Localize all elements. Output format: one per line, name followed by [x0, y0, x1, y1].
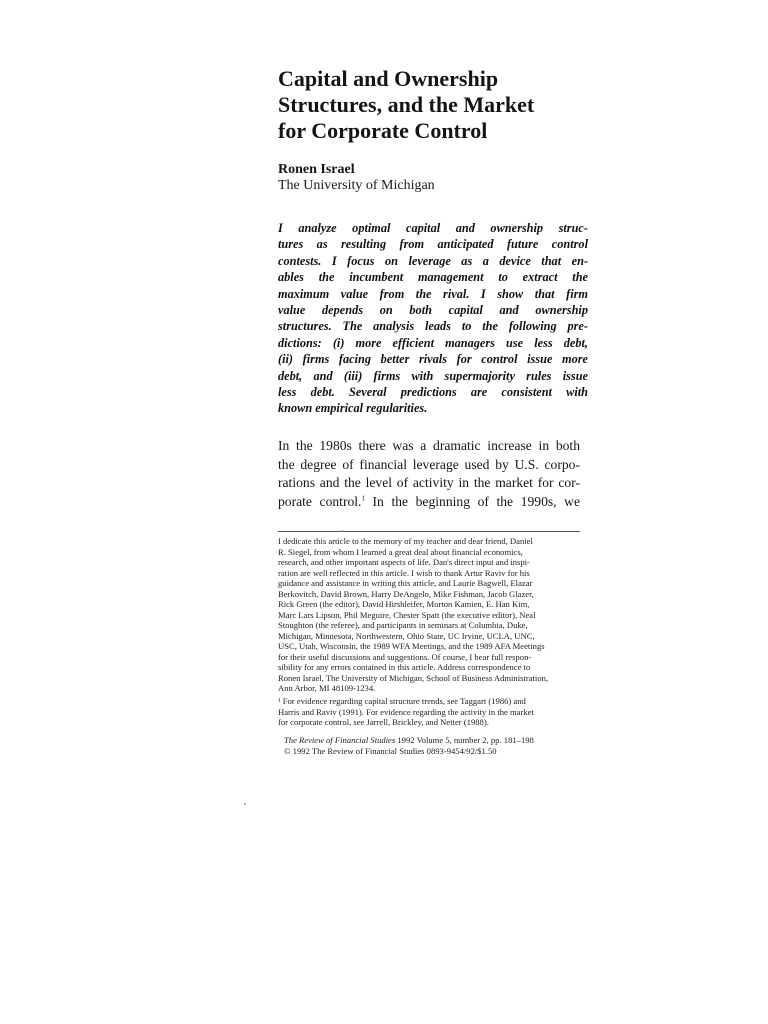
author-affiliation: The University of Michigan [278, 178, 435, 193]
citation-line [284, 735, 534, 746]
footnote-divider [278, 531, 580, 532]
footnote-line: Stoughton (the referee), and participants in seminars at Columbia, Duke, [278, 620, 528, 630]
body-line: the degree of financial leverage used by U.S. corpo- [278, 456, 580, 472]
body-paragraph [278, 437, 580, 511]
footnote-line: for corporate control, see Jarrell, Brickley, and Netter (1988). [278, 717, 489, 727]
footnote-line: Rick Green (the editor), David Hirshleifer, Morton Kamien, E. Han Kim, [278, 599, 530, 609]
footnote-line: sibility for any errors contained in this article. Address correspondence to [278, 662, 531, 672]
abstract-line: ables the incumbent management to extract the [278, 270, 588, 285]
footnote-line: Marc Lars Lipson, Phil Meguire, Chester Spatt (the executive editor), Neal [278, 609, 536, 620]
footnote-line: R. Siegel, from whom I learned a great deal about financial economics, [278, 546, 523, 557]
abstract-line: less debt. Several predictions are consistent with [278, 385, 588, 400]
scan-speck [244, 803, 246, 805]
body-line-last [278, 493, 580, 512]
body-line-head: porate control. [278, 493, 362, 509]
footnote-dedication [278, 536, 583, 694]
body-line: rations and the level of activity in the market for cor- [278, 475, 580, 490]
footnote-line: ration are well reflected in this article. I wish to thank Artur Raviv for his [278, 567, 530, 578]
abstract-line: dictions: (i) more efficient managers use less debt, [278, 335, 588, 350]
copyright-line: © 1992 The Review of Financial Studies 0893-9454/92/$1.50 [284, 746, 497, 756]
abstract-line: structures. The analysis leads to the following pre- [278, 319, 588, 334]
abstract-line: debt, and (iii) firms with supermajority rules issue [278, 368, 588, 383]
footnote-line: I dedicate this article to the memory of my teacher and dear friend, Daniel [278, 536, 533, 546]
footnote-1 [278, 696, 583, 728]
abstract-line: value depends on both capital and ownership [278, 303, 588, 318]
abstract-line: maximum value from the rival. I show that firm [278, 286, 588, 301]
journal-name: The Review of Financial Studies [284, 735, 396, 745]
title-line: Structures, and the Market [278, 92, 535, 117]
body-line: In the 1980s there was a dramatic increase in both [278, 438, 580, 453]
journal-citation [284, 735, 534, 757]
footnote-line: research, and other important aspects of life. Dan's direct input and inspi- [278, 557, 530, 567]
footnote-line: guidance and assistance in writing this article, and Laurie Bagwell, Elazar [278, 578, 533, 588]
article-title [278, 66, 608, 144]
abstract-line: contests. I focus on leverage as a device that en- [278, 253, 588, 268]
scan-speck [341, 530, 343, 532]
abstract-line: I analyze optimal capital and ownership struc- [278, 221, 588, 235]
journal-details: 1992 Volume 5, number 2, pp. 181–198 [395, 735, 534, 745]
abstract-line: (ii) firms facing better rivals for control issue more [278, 352, 588, 367]
footnote-line: ¹ For evidence regarding capital structure trends, see Taggart (1986) and [278, 696, 526, 706]
author-name: Ronen Israel [278, 162, 355, 177]
footnote-line: Harris and Raviv (1991). For evidence regarding the activity in the market [278, 706, 534, 717]
body-line-tail: In the beginning of the 1990s, we [364, 493, 580, 509]
footnote-line: Michigan, Minnesota, Northwestern, Ohio State, UC Irvine, UCLA, UNC, [278, 630, 535, 641]
footnote-line: USC, Utah, Wisconsin, the 1989 WFA Meetings, and the 1989 AFA Meetings [278, 641, 545, 651]
footnote-line: Berkovitch, David Brown, Harry DeAngelo, Mike Fishman, Jacob Glazer, [278, 588, 534, 599]
title-line: for Corporate Control [278, 118, 488, 143]
title-line: Capital and Ownership [278, 66, 499, 91]
abstract [278, 220, 588, 417]
footnote-line: Ann Arbor, MI 48109-1234. [278, 683, 376, 693]
footnote-reference: 1 [361, 493, 365, 502]
footnote-line: for their useful discussions and suggestions. Of course, I bear full respon- [278, 651, 532, 662]
footnote-line: Ronen Israel, The University of Michigan, School of Business Administration, [278, 672, 549, 683]
abstract-line: tures as resulting from anticipated future control [278, 237, 588, 252]
abstract-line: known empirical regularities. [278, 401, 428, 416]
